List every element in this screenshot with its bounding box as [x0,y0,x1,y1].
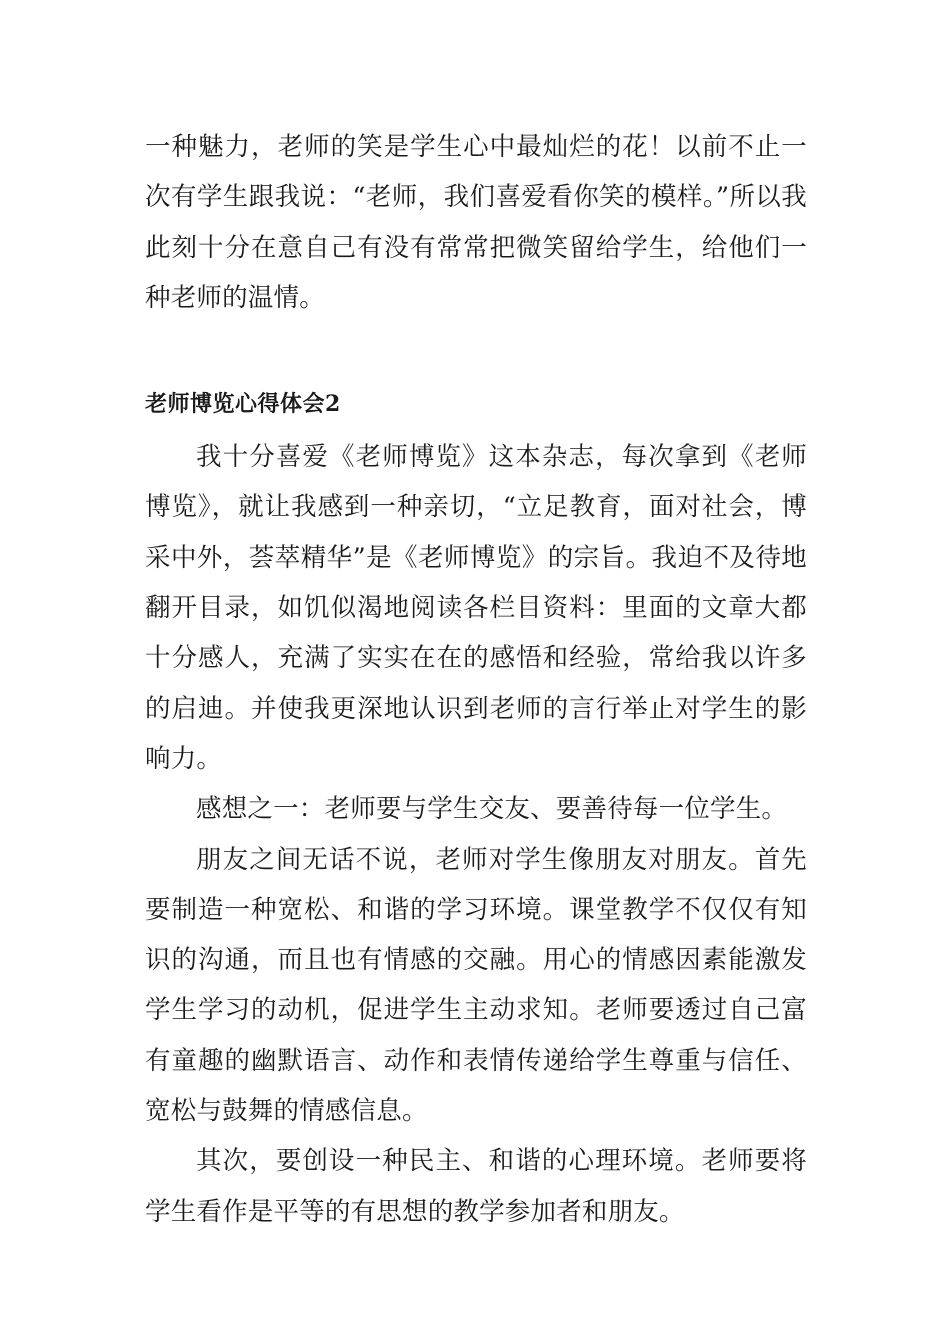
paragraph-democracy: 其次，要创设一种民主、和谐的心理环境。老师要将学生看作是平等的有思想的教学参加者和朋友。 [145,1146,807,1227]
section-spacer [145,323,807,388]
paragraph-intro: 我十分喜爱《老师博览》这本杂志，每次拿到《老师博览》，就让我感到一种亲切，“立足教育，面对社会，博采中外，荟萃精华”是《老师博览》的宗旨。我迫不及待地翻开目录，如饥似渴地阅读各栏目资料：里面的文章大都十分感人，充满了实实在在的感悟和经验，常给我以许多的启迪。并使我更深地认识到老师的言行举止对学生的影响力。 [145,442,807,774]
heading-spacer [145,420,807,432]
paragraph-friendship: 朋友之间无话不说，老师对学生像朋友对朋友。首先要制造一种宽松、和谐的学习环境。课堂教学不仅仅有知识的沟通，而且也有情感的交融。用心的情感因素能激发学生学习的动机，促进学生主动求知。老师要透过自己富有童趣的幽默语言、动作和表情传递给学生尊重与信任、宽松与鼓舞的情感信息。 [145,844,807,1127]
paragraph-thought-one: 感想之一：老师要与学生交友、要善待每一位学生。 [196,794,788,825]
section-heading: 老师博览心得体会2 [145,391,341,418]
paragraph-continued: 一种魅力，老师的笑是学生心中最灿烂的花！以前不止一次有学生跟我说：“老师，我们喜爱看你笑的模样。”所以我此刻十分在意自己有没有常常把微笑留给学生，给他们一种老师的温情。 [145,132,807,313]
document-body [145,122,807,1237]
